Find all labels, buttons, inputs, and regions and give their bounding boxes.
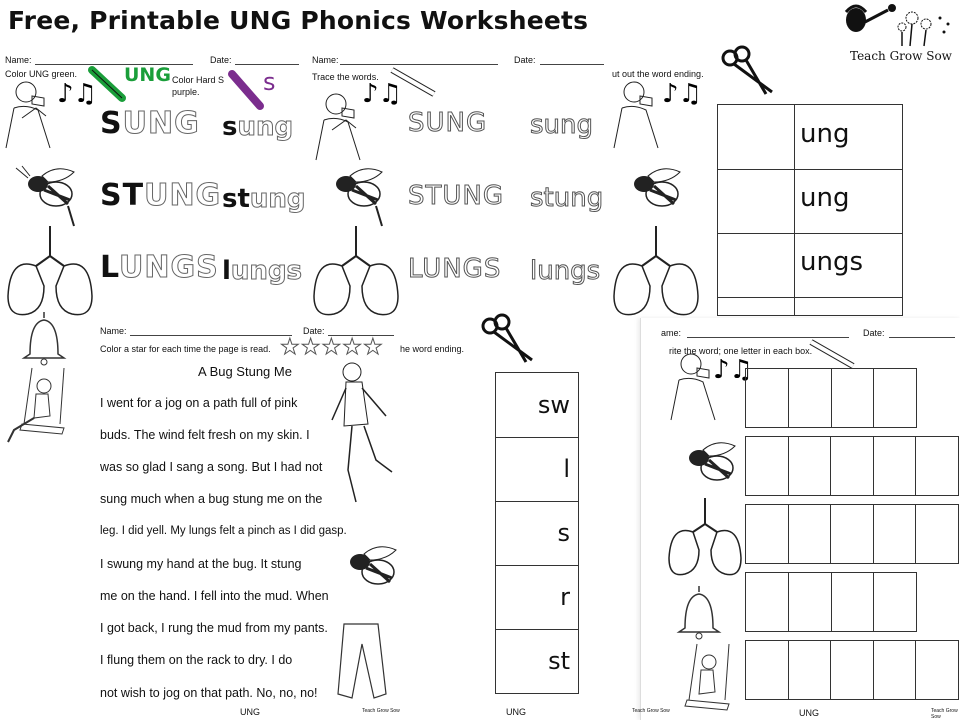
child-swing-icon [669, 644, 735, 720]
trace-stung-lower: stung [530, 183, 604, 213]
cut-cell-st: st [548, 647, 570, 675]
svg-text:♪♫: ♪♫ [57, 79, 97, 109]
small-logo: Teach Grow Sow [362, 708, 400, 714]
story-line: me on the hand. I fell into the mud. When [100, 589, 329, 603]
name-label: Name: [5, 55, 32, 65]
worksheet-color-ung [0, 48, 308, 318]
instruction: ut out the word ending. [612, 69, 704, 79]
lungs-icon [612, 226, 702, 318]
instruction: Color a star for each time the page is read. [100, 344, 271, 354]
purple-crayon-icon [228, 70, 268, 110]
singing-man-icon [612, 78, 667, 148]
word-sung-upper: SUNG [100, 106, 200, 141]
pencil-icon [809, 340, 859, 370]
trace-lungs-lower: lungs [530, 256, 601, 286]
cut-cell-ungs: ungs [800, 247, 864, 277]
music-notes-icon [662, 78, 702, 108]
instruction: purple. [172, 87, 200, 97]
story-line: leg. I did yell. My lungs felt a pinch as I did gasp. [100, 525, 347, 537]
footer-label: UNG [240, 707, 260, 717]
story-line: sung much when a bug stung me on the [100, 492, 323, 506]
lungs-icon [6, 226, 96, 318]
pants-icon [330, 622, 390, 700]
trace-sung-lower: sung [530, 110, 594, 140]
lungs-icon [667, 498, 747, 578]
instruction: he word ending. [400, 344, 465, 354]
scissors-icon [480, 316, 536, 366]
svg-text:♪♫: ♪♫ [362, 79, 402, 109]
reading-stars [280, 335, 384, 360]
story-line: not wish to jog on that path. No, no, no! [100, 686, 318, 700]
lungs-icon [312, 226, 402, 318]
scissors-icon [720, 48, 776, 98]
star-2[interactable]: ★ [300, 335, 322, 360]
trace-lungs-upper: LUNGS [408, 254, 502, 284]
cut-cell-ung: ung [800, 119, 850, 149]
footer-label: UNG [506, 707, 526, 717]
date-label: Date: [210, 55, 232, 65]
page-title: Free, Printable UNG Phonics Worksheets [8, 6, 589, 35]
name-label: ame: [661, 328, 682, 338]
bell-icon [16, 310, 72, 366]
instruction: Color Hard S [172, 75, 225, 85]
cut-cell-l: l [563, 455, 570, 483]
word-stung-lower: stung [222, 184, 306, 214]
bee-icon [316, 166, 391, 228]
bee-icon [614, 166, 689, 228]
cut-cell-s: s [557, 519, 570, 547]
story-title: A Bug Stung Me [198, 364, 292, 379]
instruction: Color UNG green. [5, 69, 78, 79]
star-1[interactable]: ★ [280, 335, 301, 360]
letter-boxes-row-1[interactable] [745, 368, 917, 428]
jogger-icon [326, 360, 398, 508]
bee-icon [8, 166, 83, 228]
bee-icon [330, 544, 402, 606]
name-label: Name: [100, 326, 127, 336]
svg-text:♪♫: ♪♫ [662, 79, 702, 109]
letter-boxes-row-2[interactable] [745, 436, 959, 496]
word-lungs-lower: lungs [222, 256, 303, 286]
date-label: Date: [863, 328, 885, 338]
singing-man-icon [314, 90, 369, 160]
star-3[interactable]: ★ [321, 335, 343, 360]
word-lungs-upper: LUNGS [100, 250, 219, 285]
name-label: Name: [312, 55, 339, 65]
trace-stung-upper: STUNG [408, 181, 505, 211]
word-sung-lower: sung [222, 112, 294, 142]
small-logo: Teach Grow Sow [632, 708, 670, 714]
watering-can-logo-icon [840, 2, 960, 50]
child-swing-icon [4, 368, 70, 448]
story-line: buds. The wind felt fresh on my skin. I [100, 428, 310, 442]
story-line: I went for a jog on a path full of pink [100, 396, 298, 410]
footer-label: UNG [799, 708, 819, 718]
story-line: was so glad I sang a song. But I had not [100, 460, 323, 474]
date-label: Date: [514, 55, 536, 65]
word-stung-upper: STUNG [100, 178, 222, 213]
cut-box-ung-grid [717, 104, 903, 316]
cut-cell-ung: ung [800, 183, 850, 213]
letter-boxes-row-4[interactable] [745, 572, 917, 632]
s-purple-label: s [263, 68, 276, 96]
small-logo: Teach Grow Sow [931, 708, 958, 720]
bell-icon [671, 584, 727, 640]
ung-green-label: UNG [124, 64, 171, 86]
worksheet-trace-words [308, 48, 610, 318]
worksheet-cut-ending-top [610, 48, 720, 318]
letter-boxes-row-5[interactable] [745, 640, 959, 700]
cut-cell-r: r [560, 583, 570, 611]
svg-text:♪♫: ♪♫ [713, 355, 753, 385]
date-label: Date: [303, 326, 325, 336]
story-line: I got back, I rung the mud from my pants. [100, 621, 328, 635]
story-line: I flung them on the rack to dry. I do [100, 653, 293, 667]
logo-text: Teach Grow Sow [850, 49, 952, 63]
cut-cell-sw: sw [537, 391, 570, 419]
trace-sung-upper: SUNG [408, 108, 488, 138]
worksheet-write-letters [640, 318, 960, 720]
singing-man-icon [4, 78, 59, 148]
music-notes-icon [57, 78, 97, 108]
singing-man-icon [669, 350, 724, 420]
cut-column [495, 372, 579, 694]
bee-icon [669, 440, 744, 502]
instruction: rite the word; one letter in each box. [669, 346, 813, 356]
instruction: Trace the words. [312, 72, 379, 82]
star-4[interactable]: ★ [342, 335, 363, 360]
story-line: I swung my hand at the bug. It stung [100, 557, 302, 571]
letter-boxes-row-3[interactable] [745, 504, 959, 564]
star-5[interactable]: ★ [362, 335, 384, 360]
